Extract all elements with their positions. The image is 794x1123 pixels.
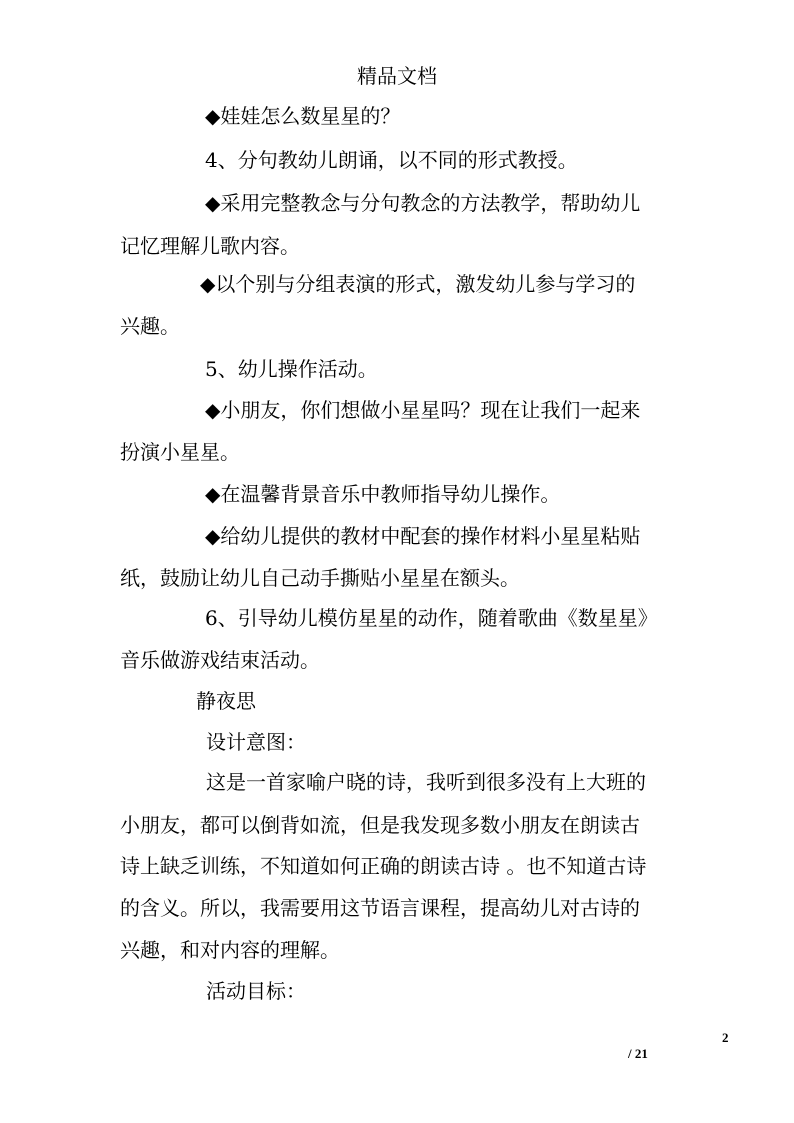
text-line: 小朋友，都可以倒背如流，但是我发现多数小朋友在朗读古 [120, 813, 640, 837]
text-line: 兴趣。 [120, 314, 180, 338]
text-line: 活动目标： [206, 979, 306, 1003]
section-heading: 静夜思 [196, 689, 256, 713]
text-line: ◆给幼儿提供的教材中配套的操作材料小星星粘贴 [205, 524, 641, 548]
text-line: 这是一首家喻户晓的诗，我听到很多没有上大班的 [206, 770, 646, 794]
text-line: ◆娃娃怎么数星星的？ [205, 104, 401, 128]
text-line: ◆在温馨背景音乐中教师指导幼儿操作。 [205, 482, 561, 506]
text-line: 4、分句教幼儿朗诵，以不同的形式教授。 [205, 148, 578, 172]
text-line: 扮演小星星。 [120, 440, 240, 464]
text-line: ◆小朋友，你们想做小星星吗？现在让我们一起来 [205, 398, 641, 422]
text-line: 音乐做游戏结束活动。 [120, 648, 320, 672]
text-line: 的含义。所以，我需要用这节语言课程，提高幼儿对古诗的 [120, 896, 640, 920]
text-line: 诗上缺乏训练，不知道如何正确的朗读古诗 。也不知道古诗 [120, 854, 647, 878]
text-line: 记忆理解儿歌内容。 [120, 234, 300, 258]
text-line: 5、幼儿操作活动。 [205, 357, 378, 381]
text-line: ◆以个别与分组表演的形式，激发幼儿参与学习的 [200, 272, 636, 296]
text-line: 兴趣，和对内容的理解。 [120, 938, 340, 962]
page-total: / 21 [628, 1046, 648, 1061]
text-line: 纸，鼓励让幼儿自己动手撕贴小星星在额头。 [120, 566, 520, 590]
text-line: ◆采用完整教念与分句教念的方法教学，帮助幼儿 [205, 191, 641, 215]
text-line: 6、引导幼儿模仿星星的动作，随着歌曲《数星星》 [205, 606, 658, 630]
text-line: 设计意图： [206, 730, 306, 754]
page-header-title: 精品文档 [357, 64, 437, 88]
page-number: 2 [722, 1030, 729, 1045]
